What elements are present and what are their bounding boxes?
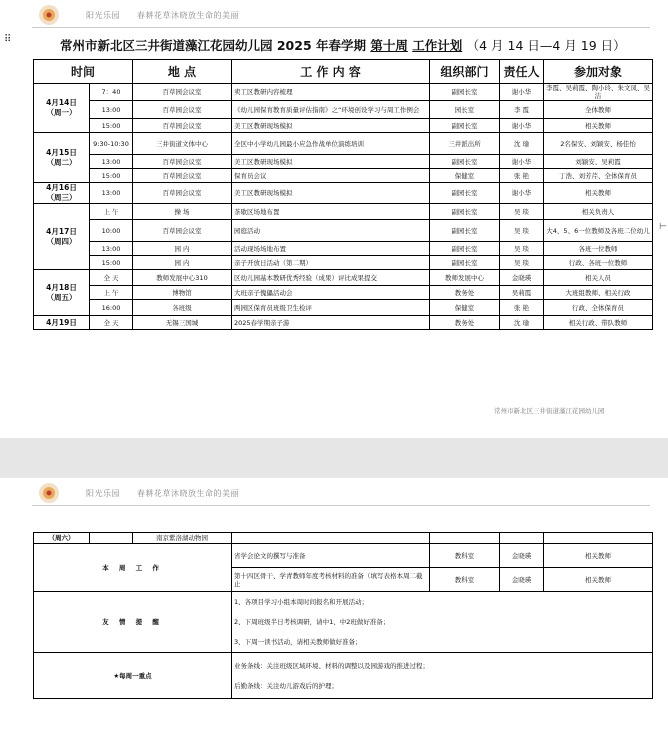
reminder-line: 1、各项目学习小组本周时间报名和开展活动； bbox=[234, 598, 369, 606]
saturday-label: （周六） bbox=[34, 533, 90, 544]
col-header-person: 责任人 bbox=[500, 60, 544, 84]
cell-place: 百草园会议室 bbox=[133, 220, 232, 242]
header-divider bbox=[32, 27, 650, 28]
day-label bbox=[34, 204, 90, 270]
cell-person: 张 艳 bbox=[500, 169, 544, 183]
day-label bbox=[34, 133, 90, 183]
col-header-attend: 参加对象 bbox=[544, 60, 653, 84]
cell-person: 沈 瑜 bbox=[500, 133, 544, 155]
cell-dept: 教师发展中心 bbox=[430, 270, 500, 286]
cell-content: 卖工区教研内容梳理 bbox=[232, 84, 430, 101]
page-title bbox=[60, 36, 626, 54]
cell-attend: 行政、全体保育员 bbox=[544, 300, 653, 316]
cell-content: 两园区保育员班级卫生检评 bbox=[232, 300, 430, 316]
focus-row bbox=[34, 653, 653, 699]
cell-place: 各班级 bbox=[133, 300, 232, 316]
cell-content: 美工区教研现场模拟 bbox=[232, 155, 430, 169]
header-motto-1: 阳光乐园 bbox=[86, 11, 120, 20]
cell-dept: 副园长室 bbox=[430, 220, 500, 242]
title-range: （4 月 14 日—4 月 19 日） bbox=[466, 38, 626, 53]
weekly-work-person-1: 金晓瑛 bbox=[500, 544, 544, 568]
weekly-work-label: 本 周 工 作 bbox=[34, 544, 232, 592]
cell-person: 吴 琰 bbox=[500, 242, 544, 256]
schedule-row bbox=[34, 270, 653, 286]
reminder-line: 2、下周班级半日考核调研，请中1、中2班做好准备； bbox=[234, 618, 390, 626]
reminder-content bbox=[232, 592, 653, 653]
weekly-work-dept-1: 教科室 bbox=[430, 544, 500, 568]
day-date: 4月19日 bbox=[46, 317, 77, 327]
day-date: 4月14日 bbox=[46, 98, 77, 107]
cell-dept: 副园长室 bbox=[430, 183, 500, 204]
page-footer: 常州市新北区三井街道藻江花园幼儿园 bbox=[494, 407, 605, 415]
weekly-work-content-2: 第十四区骨干、学青教师年度考核材料的准备（填写表格本周二截止 bbox=[232, 568, 430, 592]
cell-place: 百草园会议室 bbox=[133, 183, 232, 204]
cell-time: 7：40 bbox=[90, 84, 133, 101]
schedule-row bbox=[34, 256, 653, 270]
cell-content: 亲子开放日活动（第二期） bbox=[232, 256, 430, 270]
cell-person: 沈 瑜 bbox=[500, 316, 544, 330]
schedule-row bbox=[34, 101, 653, 119]
cell-time: 10:00 bbox=[90, 220, 133, 242]
day-label bbox=[34, 270, 90, 316]
cell-place: 百草园会议室 bbox=[133, 119, 232, 133]
cell-place: 无锡三国城 bbox=[133, 316, 232, 330]
cell-person: 张 艳 bbox=[500, 300, 544, 316]
col-header-content: 工 作 内 容 bbox=[232, 60, 430, 84]
cell-time: 全 天 bbox=[90, 316, 133, 330]
header-motto-page2 bbox=[86, 488, 253, 499]
margin-marker-icon: ⊢ bbox=[659, 222, 667, 232]
cell-place: 操 场 bbox=[133, 204, 232, 220]
cell-attend: 各班一位教师 bbox=[544, 242, 653, 256]
cell-content: 茶歇区场地布置 bbox=[232, 204, 430, 220]
cell-attend: 相关负责人 bbox=[544, 204, 653, 220]
schedule-row bbox=[34, 155, 653, 169]
cell-content: 《幼儿园保育教育质量评估指南》之“环境创设学习与周工作例会 bbox=[232, 101, 430, 119]
cell-attend: 大班组教师、相关行政 bbox=[544, 286, 653, 300]
cell-person: 谢小华 bbox=[500, 155, 544, 169]
cell-place: 教师发展中心310 bbox=[133, 270, 232, 286]
cell-person: 吴 琰 bbox=[500, 204, 544, 220]
cell-dept: 保健室 bbox=[430, 300, 500, 316]
focus-line: 业务条线：关注班级区域环境、材料的调整以及园游戏的推进过程； bbox=[234, 661, 429, 670]
weekly-schedule-table bbox=[33, 59, 653, 330]
cell-place: 博物馆 bbox=[133, 286, 232, 300]
cell-content: 2025春学期亲子游 bbox=[232, 316, 430, 330]
header-motto bbox=[86, 10, 253, 21]
weekly-work-dept-2: 教科室 bbox=[430, 568, 500, 592]
cell-content: 保育员会议 bbox=[232, 169, 430, 183]
cell-time: 上 午 bbox=[90, 286, 133, 300]
cell-content: 全区中小学幼儿园最小应急作战单位演练培训 bbox=[232, 133, 430, 155]
cell-time: 上 午 bbox=[90, 204, 133, 220]
cell-time: 全 天 bbox=[90, 270, 133, 286]
cell-dept: 教务处 bbox=[430, 286, 500, 300]
schedule-row bbox=[34, 84, 653, 101]
cell-person: 吴莉霞 bbox=[500, 286, 544, 300]
cell-time: 15:00 bbox=[90, 169, 133, 183]
cell-person: 谢小华 bbox=[500, 183, 544, 204]
reminder-row bbox=[34, 592, 653, 653]
day-label bbox=[34, 316, 90, 330]
cell-attend: 丁浩、刘芳芹、全体保育员 bbox=[544, 169, 653, 183]
weekly-work-person-2: 金晓瑛 bbox=[500, 568, 544, 592]
weekly-work-content-1: 省学会论文的撰写与准备 bbox=[232, 544, 430, 568]
kindergarten-logo-icon-2 bbox=[36, 481, 62, 505]
cell-time: 9:30-10:30 bbox=[90, 133, 133, 155]
cell-attend: 相关教师 bbox=[544, 119, 653, 133]
cell-person: 吴 琰 bbox=[500, 220, 544, 242]
day-weekday: （周一） bbox=[46, 108, 77, 117]
cell-content: 美工区教研现场模拟 bbox=[232, 119, 430, 133]
weekly-work-attend-2: 相关教师 bbox=[544, 568, 653, 592]
cell-person: 谢小华 bbox=[500, 119, 544, 133]
cell-time: 15:00 bbox=[90, 256, 133, 270]
cell-person: 吴 琰 bbox=[500, 256, 544, 270]
cell-time: 13:00 bbox=[90, 183, 133, 204]
cell-attend: 相关教师 bbox=[544, 183, 653, 204]
cell-dept: 三井派出所 bbox=[430, 133, 500, 155]
col-header-dept: 组织部门 bbox=[430, 60, 500, 84]
header-motto-1-p2: 阳光乐园 bbox=[86, 489, 120, 498]
day-date: 4月15日 bbox=[46, 147, 77, 157]
schedule-row bbox=[34, 204, 653, 220]
title-week: 第十周 bbox=[370, 38, 408, 53]
cell-person: 李 霞 bbox=[500, 101, 544, 119]
cell-content: 美工区教研现场模拟 bbox=[232, 183, 430, 204]
schedule-row bbox=[34, 316, 653, 330]
cell-attend: 刘颖安、吴莉霞 bbox=[544, 155, 653, 169]
day-label bbox=[34, 84, 90, 133]
schedule-row bbox=[34, 220, 653, 242]
cell-content: 大班亲子傀儡活动会 bbox=[232, 286, 430, 300]
day-weekday: （周五） bbox=[46, 292, 77, 302]
table-move-handle-icon[interactable]: ⠿ bbox=[4, 34, 12, 45]
cell-dept: 保健室 bbox=[430, 169, 500, 183]
schedule-row bbox=[34, 242, 653, 256]
cell-time: 16:00 bbox=[90, 300, 133, 316]
cell-attend: 相关人员 bbox=[544, 270, 653, 286]
cell-place: 百草园会议室 bbox=[133, 101, 232, 119]
schedule-row bbox=[34, 133, 653, 155]
cell-attend: 2名保安、刘颖安、杨佳怡 bbox=[544, 133, 653, 155]
title-main: 常州市新北区三井街道藻江花园幼儿园 2025 年春学期 bbox=[60, 38, 366, 53]
cell-time: 13:00 bbox=[90, 242, 133, 256]
day-weekday: （周四） bbox=[46, 236, 77, 246]
cell-time: 13:00 bbox=[90, 101, 133, 119]
cell-content: 活动现场场地布置 bbox=[232, 242, 430, 256]
cell-dept: 副园长室 bbox=[430, 84, 500, 101]
cell-content: 区幼儿园基本教研优秀经验（成果）评比成果提交 bbox=[232, 270, 430, 286]
focus-label: ★每周一重点 bbox=[34, 653, 232, 699]
reminder-line: 3、下周一读书活动，请相关教师做好准备； bbox=[234, 638, 362, 646]
table-header-row bbox=[34, 60, 653, 84]
cell-person: 谢小华 bbox=[500, 84, 544, 101]
cell-attend: 大4、5、6一位教师及各班二位幼儿 bbox=[544, 220, 653, 242]
schedule-row bbox=[34, 119, 653, 133]
schedule-row bbox=[34, 300, 653, 316]
weekly-work-attend-1: 相关教师 bbox=[544, 544, 653, 568]
cell-content: 园庭活动 bbox=[232, 220, 430, 242]
focus-line: 后勤条线：关注幼儿游戏后的护理； bbox=[234, 681, 338, 690]
weekly-work-row-1 bbox=[34, 544, 653, 568]
cell-dept: 副园长室 bbox=[430, 256, 500, 270]
cell-place: 百草园会议室 bbox=[133, 155, 232, 169]
header-motto-2-p2: 春耕花草沐晓放生命的美丽 bbox=[137, 489, 240, 498]
saturday-row bbox=[34, 533, 653, 544]
title-plan: 工作计划 bbox=[412, 38, 463, 53]
cell-dept: 副园长室 bbox=[430, 242, 500, 256]
cell-person: 金晓瑛 bbox=[500, 270, 544, 286]
cell-attend: 李霞、吴莉霞、陶小玲、朱文凤、吴洁 bbox=[544, 84, 653, 101]
cell-attend: 行政、各班一位教师 bbox=[544, 256, 653, 270]
saturday-place: 南京紫洛湖动物园 bbox=[133, 533, 232, 544]
day-weekday: （周二） bbox=[46, 157, 77, 167]
header-motto-2: 春耕花草沐晓放生命的美丽 bbox=[137, 11, 240, 20]
cell-dept: 副园长室 bbox=[430, 119, 500, 133]
cell-place: 百草园会议室 bbox=[133, 169, 232, 183]
day-date: 4月17日 bbox=[46, 226, 77, 236]
day-weekday: （周三） bbox=[46, 193, 77, 202]
kindergarten-logo-icon bbox=[36, 3, 62, 27]
reminder-label: 友 情 提 醒 bbox=[34, 592, 232, 653]
cell-time: 15:00 bbox=[90, 119, 133, 133]
cell-dept: 副园长室 bbox=[430, 204, 500, 220]
cell-place: 三井街道文体中心 bbox=[133, 133, 232, 155]
schedule-row bbox=[34, 286, 653, 300]
weekly-extra-table bbox=[33, 532, 653, 699]
day-date: 4月18日 bbox=[46, 282, 77, 292]
day-date: 4月16日 bbox=[46, 183, 77, 192]
cell-dept: 副园长室 bbox=[430, 155, 500, 169]
cell-time: 13:00 bbox=[90, 155, 133, 169]
cell-dept: 教务处 bbox=[430, 316, 500, 330]
day-label bbox=[34, 183, 90, 204]
cell-attend: 相关行政、带队教师 bbox=[544, 316, 653, 330]
cell-place: 百草园会议室 bbox=[133, 84, 232, 101]
cell-place: 园 内 bbox=[133, 242, 232, 256]
focus-content bbox=[232, 653, 653, 699]
col-header-place: 地 点 bbox=[133, 60, 232, 84]
col-header-time: 时间 bbox=[34, 60, 133, 84]
schedule-row bbox=[34, 169, 653, 183]
cell-place: 园 内 bbox=[133, 256, 232, 270]
schedule-row bbox=[34, 183, 653, 204]
header-divider-2 bbox=[32, 505, 650, 506]
cell-dept: 园长室 bbox=[430, 101, 500, 119]
cell-attend: 全体教师 bbox=[544, 101, 653, 119]
